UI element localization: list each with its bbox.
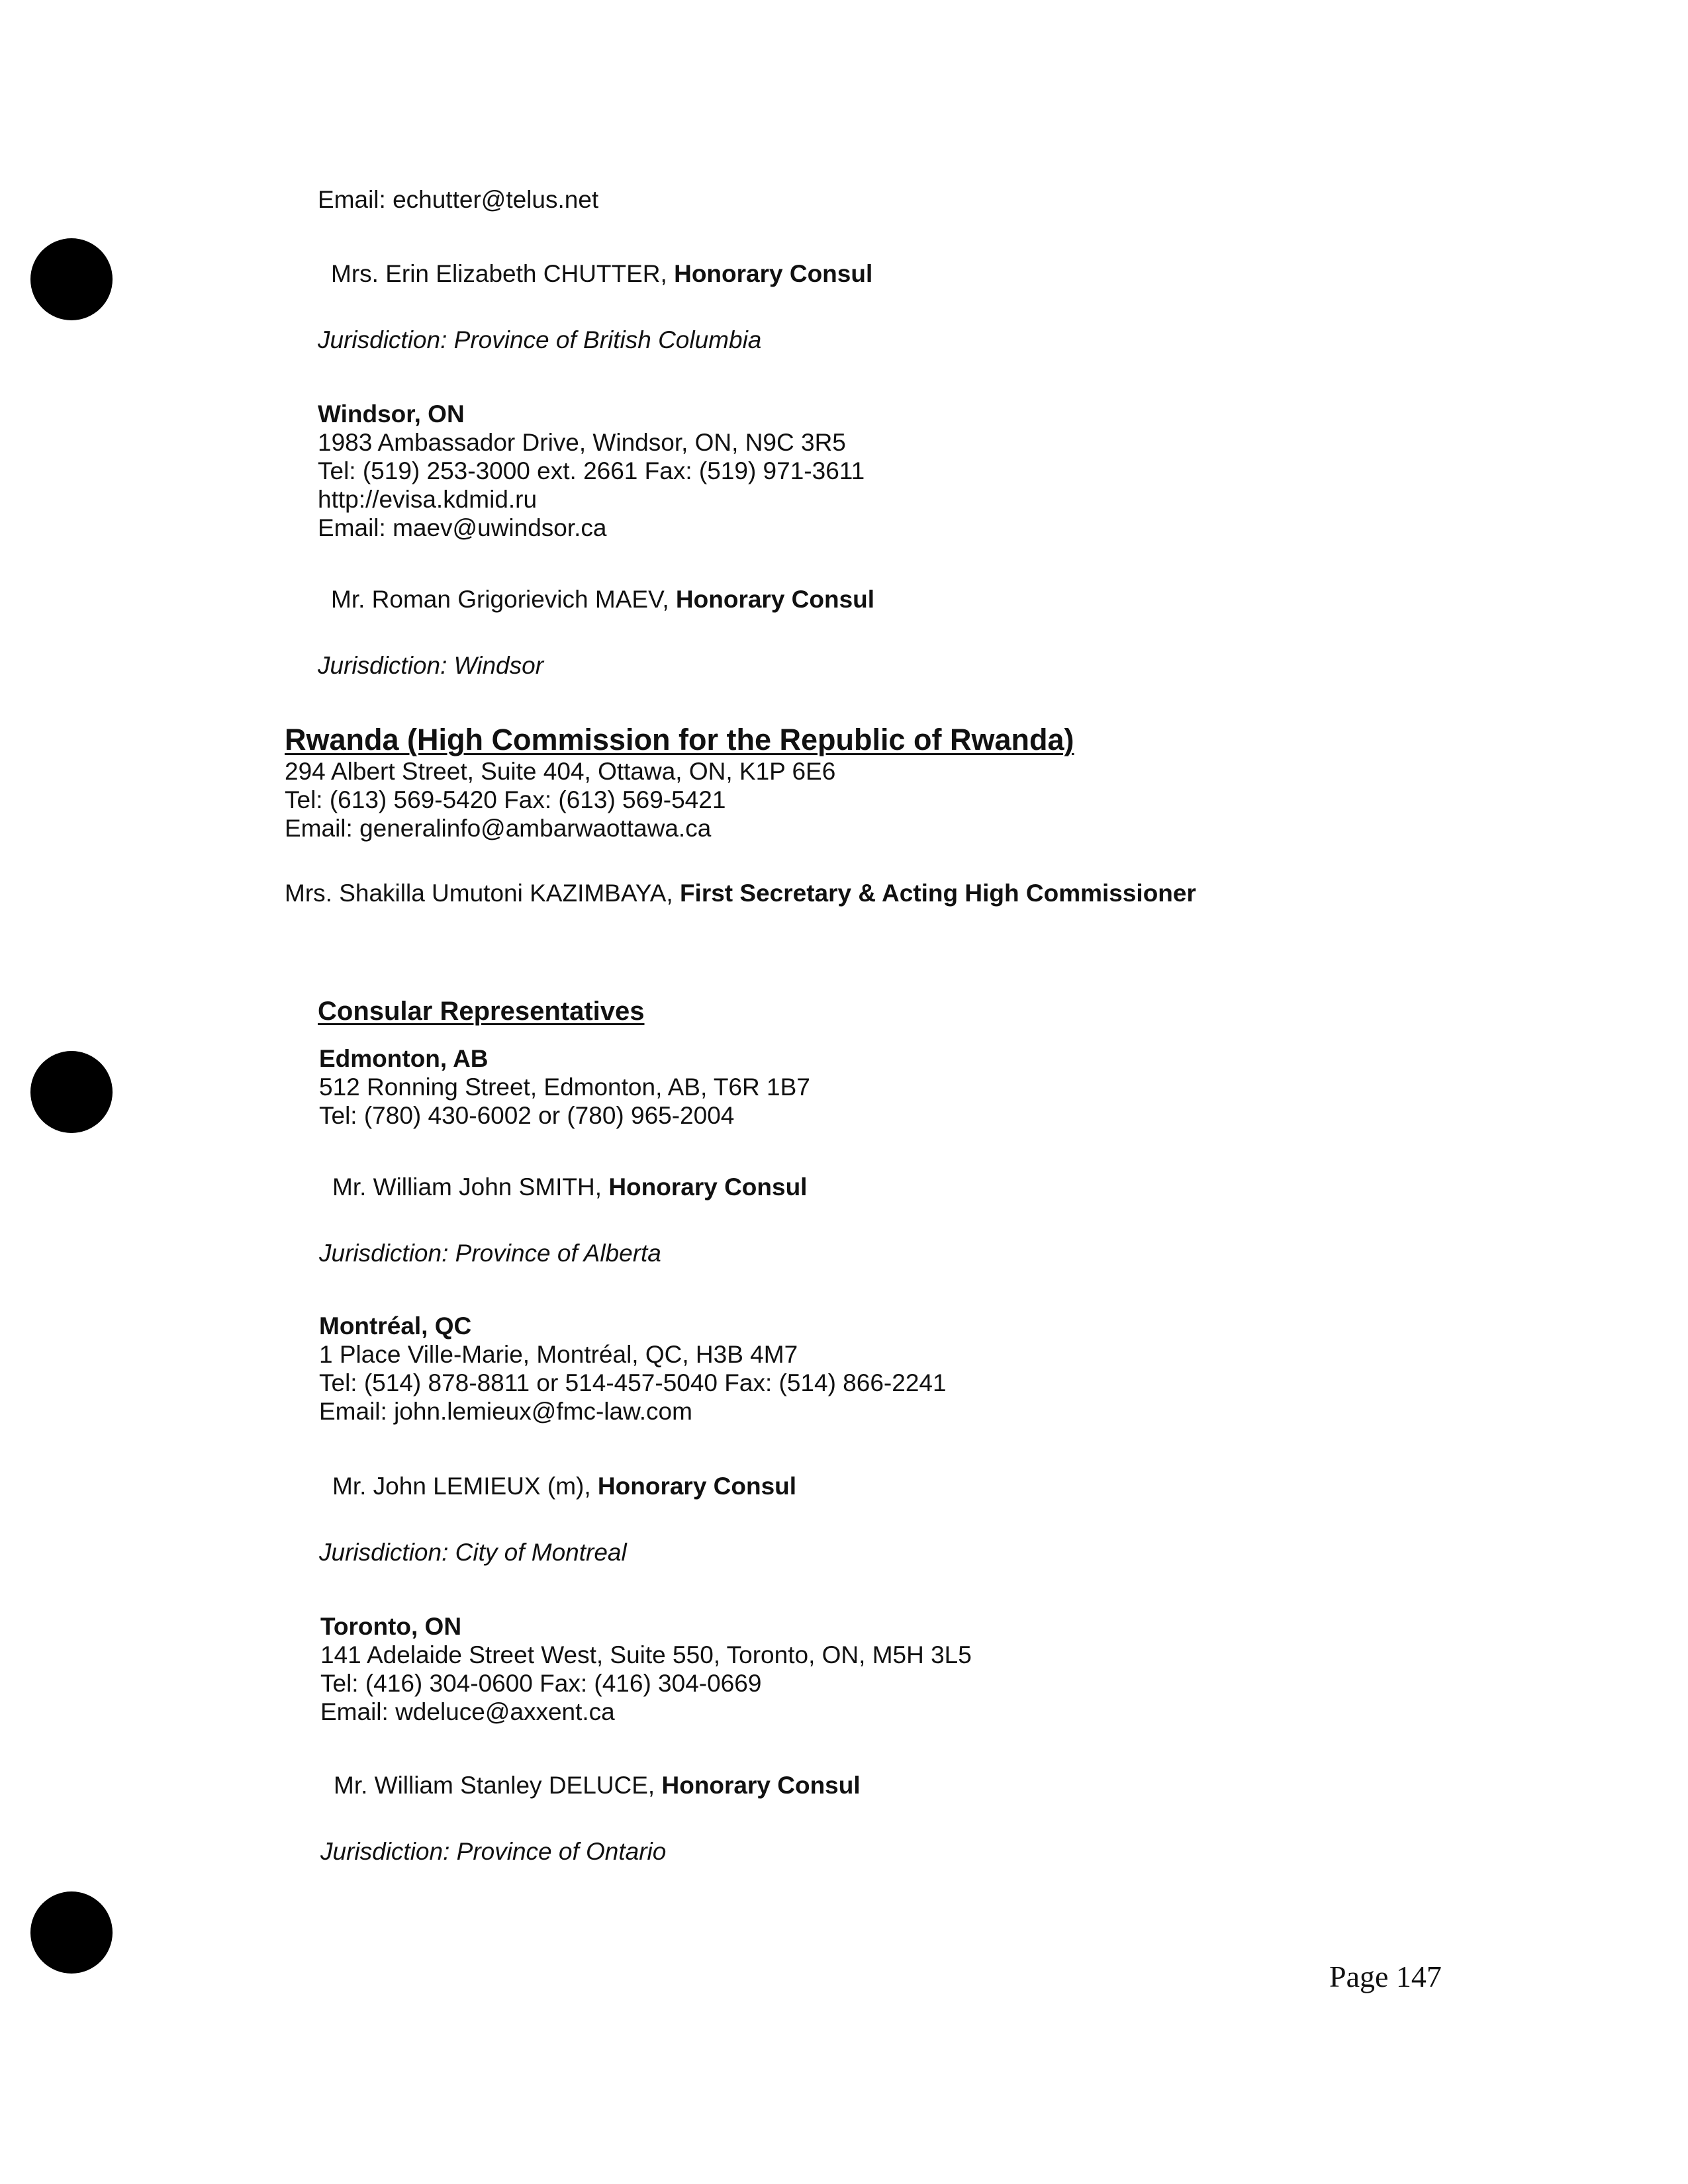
city-heading: Montréal, QC bbox=[319, 1312, 472, 1340]
jurisdiction-value: Province of Ontario bbox=[456, 1838, 667, 1865]
punch-hole-top bbox=[30, 238, 113, 320]
consul-name: Mr. Roman Grigorievich MAEV, bbox=[331, 586, 676, 613]
official-name: Mrs. Shakilla Umutoni KAZIMBAYA, bbox=[285, 880, 680, 907]
address-line: 1 Place Ville-Marie, Montréal, QC, H3B 4M7 bbox=[319, 1341, 798, 1368]
tel-fax-line: Tel: (416) 304-0600 Fax: (416) 304-0669 bbox=[320, 1670, 762, 1697]
address-line: 141 Adelaide Street West, Suite 550, Toronto, ON, M5H 3L5 bbox=[320, 1641, 972, 1668]
consul-line bbox=[331, 585, 874, 614]
jurisdiction-label: Jurisdiction: bbox=[319, 1539, 455, 1566]
address-line: 294 Albert Street, Suite 404, Ottawa, ON, K1P 6E6 bbox=[285, 758, 836, 785]
jurisdiction-line bbox=[318, 326, 761, 355]
punch-hole-middle bbox=[30, 1051, 113, 1133]
city-heading: Edmonton, AB bbox=[319, 1045, 489, 1072]
consular-representatives-heading: Consular Representatives bbox=[318, 997, 645, 1026]
tel-fax-line: Tel: (519) 253-3000 ext. 2661 Fax: (519) 971-3611 bbox=[318, 457, 865, 484]
jurisdiction-label: Jurisdiction: bbox=[320, 1838, 457, 1865]
consul-name: Mr. William Stanley DELUCE, bbox=[334, 1772, 662, 1799]
consul-line bbox=[332, 1173, 807, 1202]
jurisdiction-label: Jurisdiction: bbox=[318, 652, 454, 679]
tel-fax-line: Tel: (613) 569-5420 Fax: (613) 569-5421 bbox=[285, 786, 726, 813]
official-title: First Secretary & Acting High Commissioner bbox=[679, 880, 1196, 907]
address-line: 1983 Ambassador Drive, Windsor, ON, N9C 3R5 bbox=[318, 429, 846, 456]
jurisdiction-label: Jurisdiction: bbox=[318, 326, 454, 353]
punch-hole-bottom bbox=[30, 1891, 113, 1974]
jurisdiction-label: Jurisdiction: bbox=[319, 1240, 455, 1267]
consul-title: Honorary Consul bbox=[674, 260, 873, 287]
email-line: Email: wdeluce@axxent.ca bbox=[320, 1698, 615, 1725]
consul-title: Honorary Consul bbox=[661, 1772, 861, 1799]
jurisdiction-line bbox=[320, 1837, 666, 1866]
jurisdiction-value: City of Montreal bbox=[455, 1539, 627, 1566]
consul-title: Honorary Consul bbox=[608, 1173, 808, 1201]
consul-line bbox=[334, 1771, 861, 1800]
tel-fax-line: Tel: (514) 878-8811 or 514-457-5040 Fax: (514) 866-2241 bbox=[319, 1369, 947, 1396]
jurisdiction-line bbox=[319, 1239, 661, 1268]
consul-name: Mr. John LEMIEUX (m), bbox=[332, 1473, 598, 1500]
country-heading: Rwanda (High Commission for the Republic of Rwanda) bbox=[285, 723, 1074, 756]
email-line: Email: echutter@telus.net bbox=[318, 186, 599, 213]
jurisdiction-value: Province of British Columbia bbox=[453, 326, 762, 353]
tel-line: Tel: (780) 430-6002 or (780) 965-2004 bbox=[319, 1102, 735, 1129]
email-line: Email: generalinfo@ambarwaottawa.ca bbox=[285, 815, 712, 842]
url-line: http://evisa.kdmid.ru bbox=[318, 486, 538, 513]
consul-line bbox=[331, 259, 872, 289]
consul-title: Honorary Consul bbox=[675, 586, 875, 613]
city-heading: Windsor, ON bbox=[318, 400, 465, 428]
email-line: Email: john.lemieux@fmc-law.com bbox=[319, 1398, 692, 1425]
consul-name: Mrs. Erin Elizabeth CHUTTER, bbox=[331, 260, 675, 287]
jurisdiction-value: Windsor bbox=[453, 652, 544, 679]
address-line: 512 Ronning Street, Edmonton, AB, T6R 1B7 bbox=[319, 1073, 810, 1101]
consul-line bbox=[332, 1472, 796, 1501]
email-line: Email: maev@uwindsor.ca bbox=[318, 514, 607, 541]
jurisdiction-line bbox=[318, 651, 543, 680]
head-of-mission-line bbox=[285, 879, 1196, 908]
jurisdiction-value: Province of Alberta bbox=[455, 1240, 661, 1267]
page-number: Page 147 bbox=[1329, 1960, 1442, 1993]
city-heading: Toronto, ON bbox=[320, 1613, 462, 1640]
consul-name: Mr. William John SMITH, bbox=[332, 1173, 609, 1201]
jurisdiction-line bbox=[319, 1538, 627, 1567]
consul-title: Honorary Consul bbox=[597, 1473, 797, 1500]
